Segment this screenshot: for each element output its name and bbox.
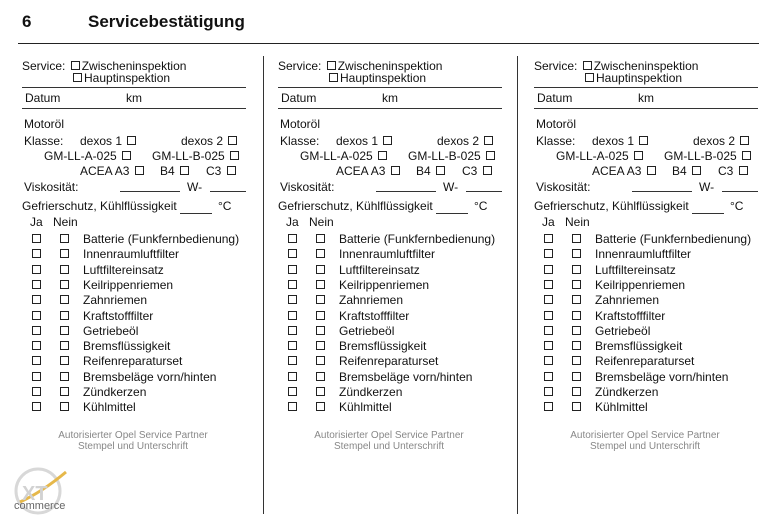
checkbox-gm-ll-b-025[interactable] (230, 151, 239, 160)
column-divider (517, 56, 518, 514)
checkbox-nein[interactable] (60, 341, 69, 350)
oil-class-gm-ll-b-025: GM-LL-B-025 (152, 149, 225, 163)
checkbox-nein[interactable] (316, 387, 325, 396)
ja-label: Ja (30, 215, 43, 229)
checkbox-b4[interactable] (692, 166, 701, 175)
field-rule (534, 108, 758, 109)
checkbox-zwischeninspektion[interactable] (327, 61, 336, 70)
field-rule (278, 108, 502, 109)
option-hauptinspektion: Hauptinspektion (596, 71, 683, 85)
checkbox-b4[interactable] (436, 166, 445, 175)
service-label: Service: (278, 59, 322, 73)
item-label: Reifenreparaturset (595, 354, 695, 369)
item-label: Batterie (Funkfernbedienung) (339, 232, 496, 246)
checkbox-nein[interactable] (316, 402, 325, 411)
item-label: Bremsbeläge vorn/hinten (595, 369, 729, 384)
checkbox-ja[interactable] (288, 372, 297, 381)
item-label: Kühlmittel (595, 400, 648, 415)
frost-field[interactable] (436, 202, 468, 214)
checkbox-nein[interactable] (60, 387, 69, 396)
item-label: Bremsbeläge vorn/hinten (83, 369, 217, 384)
service-label: Service: (534, 59, 578, 73)
klasse-label: Klasse: (536, 134, 576, 148)
checkbox-ja[interactable] (32, 280, 41, 289)
checkbox-gm-ll-a-025[interactable] (122, 151, 131, 160)
checkbox-ja[interactable] (288, 356, 297, 365)
column-divider (263, 56, 264, 514)
checkbox-nein[interactable] (572, 265, 581, 274)
oil-class-dexos2: dexos 2 (181, 134, 224, 148)
motoroel-label: Motoröl (24, 117, 65, 131)
checkbox-nein[interactable] (572, 311, 581, 320)
checkbox-hauptinspektion[interactable] (73, 73, 82, 82)
km-label: km (638, 91, 654, 105)
item-label: Bremsbeläge vorn/hinten (339, 369, 473, 384)
checkbox-ja[interactable] (544, 280, 553, 289)
item-label: Reifenreparaturset (83, 354, 183, 369)
checkbox-ja[interactable] (288, 311, 297, 320)
stamp-area (532, 430, 758, 452)
km-label: km (382, 91, 398, 105)
klasse-label: Klasse: (24, 134, 64, 148)
checkbox-ja[interactable] (544, 295, 553, 304)
checkbox-ja[interactable] (32, 295, 41, 304)
nein-label: Nein (565, 215, 590, 229)
oil-class-gm-ll-b-025: GM-LL-B-025 (664, 149, 737, 163)
service-form-column-1 (22, 56, 248, 456)
checkbox-ja[interactable] (544, 265, 553, 274)
frost-label: Gefrierschutz, Kühlflüssigkeit (22, 199, 177, 213)
item-label: Bremsflüssigkeit (83, 339, 171, 354)
ja-label: Ja (542, 215, 555, 229)
checkbox-gm-ll-a-025[interactable] (378, 151, 387, 160)
oil-class-acea-a3: ACEA A3 (592, 164, 642, 178)
checkbox-nein[interactable] (572, 234, 581, 243)
watermark-text: commerce (14, 500, 66, 512)
item-label: Kühlmittel (83, 400, 136, 415)
item-label: Kühlmittel (339, 400, 392, 415)
item-label: Innenraumluftfilter (595, 247, 692, 262)
field-rule (534, 87, 758, 88)
item-label: Kraftstofffilter (595, 308, 666, 323)
motoroel-label: Motoröl (536, 117, 577, 131)
checkbox-ja[interactable] (32, 265, 41, 274)
viskositaet-field[interactable] (120, 180, 180, 192)
svg-text:XT: XT (22, 483, 48, 505)
checkbox-dexos1[interactable] (639, 136, 648, 145)
checkbox-dexos2[interactable] (484, 136, 493, 145)
stamp-line-2: Stempel und Unterschrift (77, 441, 189, 452)
checkbox-dexos2[interactable] (740, 136, 749, 145)
checkbox-nein[interactable] (572, 280, 581, 289)
field-rule (22, 108, 246, 109)
oil-class-acea-a3: ACEA A3 (80, 164, 130, 178)
checkbox-nein[interactable] (316, 234, 325, 243)
checkbox-ja[interactable] (32, 249, 41, 258)
frost-label: Gefrierschutz, Kühlflüssigkeit (534, 199, 689, 213)
checkbox-ja[interactable] (32, 234, 41, 243)
checkbox-nein[interactable] (60, 311, 69, 320)
oil-class-dexos1: dexos 1 (592, 134, 635, 148)
item-label: Bremsflüssigkeit (595, 339, 683, 354)
field-rule (278, 87, 502, 88)
stamp-line-1: Autorisierter Opel Service Partner (314, 430, 464, 441)
checkbox-dexos1[interactable] (383, 136, 392, 145)
checkbox-ja[interactable] (288, 280, 297, 289)
checkbox-nein[interactable] (60, 234, 69, 243)
checkbox-nein[interactable] (316, 295, 325, 304)
frost-field[interactable] (692, 202, 724, 214)
stamp-line-2: Stempel und Unterschrift (589, 441, 701, 452)
checkbox-gm-ll-b-025[interactable] (486, 151, 495, 160)
item-label: Zahnriemen (83, 293, 148, 308)
stamp-area (20, 430, 246, 452)
checkbox-nein[interactable] (572, 387, 581, 396)
page-title: Servicebestätigung (88, 12, 245, 31)
checkbox-ja[interactable] (32, 341, 41, 350)
item-label: Reifenreparaturset (339, 354, 439, 369)
oil-class-c3: C3 (462, 164, 478, 178)
item-label: Kraftstofffilter (339, 308, 410, 323)
checkbox-nein[interactable] (316, 341, 325, 350)
item-label: Zündkerzen (595, 385, 659, 399)
checkbox-nein[interactable] (572, 341, 581, 350)
checkbox-ja[interactable] (288, 265, 297, 274)
checkbox-ja[interactable] (32, 402, 41, 411)
oil-class-b4: B4 (160, 164, 175, 178)
checkbox-zwischeninspektion[interactable] (583, 61, 592, 70)
checkbox-nein[interactable] (572, 295, 581, 304)
oil-class-b4: B4 (416, 164, 431, 178)
option-hauptinspektion: Hauptinspektion (84, 71, 171, 85)
checkbox-nein[interactable] (60, 402, 69, 411)
checkbox-nein[interactable] (316, 326, 325, 335)
frost-label: Gefrierschutz, Kühlflüssigkeit (278, 199, 433, 213)
checkbox-ja[interactable] (32, 372, 41, 381)
checkbox-c3[interactable] (483, 166, 492, 175)
oil-class-c3: C3 (718, 164, 734, 178)
checkbox-ja[interactable] (32, 326, 41, 335)
checkbox-nein[interactable] (60, 295, 69, 304)
nein-label: Nein (53, 215, 78, 229)
checkbox-nein[interactable] (572, 372, 581, 381)
oil-class-acea-a3: ACEA A3 (336, 164, 386, 178)
klasse-label: Klasse: (280, 134, 320, 148)
item-label: Luftfiltereinsatz (83, 262, 164, 277)
celsius-label: °C (474, 199, 488, 213)
w-label: W- (699, 180, 715, 194)
oil-class-dexos2: dexos 2 (437, 134, 480, 148)
nein-label: Nein (309, 215, 334, 229)
item-label: Innenraumluftfilter (339, 247, 436, 262)
checkbox-hauptinspektion[interactable] (329, 73, 338, 82)
checkbox-zwischeninspektion[interactable] (71, 61, 80, 70)
item-label: Batterie (Funkfernbedienung) (595, 232, 752, 246)
checkbox-ja[interactable] (544, 326, 553, 335)
oil-class-gm-ll-a-025: GM-LL-A-025 (556, 149, 629, 163)
oil-class-dexos1: dexos 1 (80, 134, 123, 148)
w-label: W- (187, 180, 203, 194)
checkbox-ja[interactable] (544, 234, 553, 243)
checkbox-nein[interactable] (316, 280, 325, 289)
item-label: Innenraumluftfilter (83, 247, 180, 262)
oil-class-gm-ll-a-025: GM-LL-A-025 (300, 149, 373, 163)
viskositaet-field[interactable] (632, 180, 692, 192)
service-label: Service: (22, 59, 66, 73)
checkbox-dexos2[interactable] (228, 136, 237, 145)
km-label: km (126, 91, 142, 105)
viskositaet-label: Viskosität: (536, 180, 591, 194)
checkbox-ja[interactable] (32, 311, 41, 320)
checkbox-nein[interactable] (572, 402, 581, 411)
oil-class-dexos1: dexos 1 (336, 134, 379, 148)
checkbox-nein[interactable] (60, 356, 69, 365)
checkbox-nein[interactable] (316, 265, 325, 274)
item-label: Zahnriemen (339, 293, 404, 308)
viskositaet-field[interactable] (376, 180, 436, 192)
celsius-label: °C (218, 199, 232, 213)
checkbox-hauptinspektion[interactable] (585, 73, 594, 82)
item-label: Keilrippenriemen (339, 277, 430, 292)
option-zwischeninspektion: Zwischeninspektion (593, 59, 699, 73)
checkbox-ja[interactable] (288, 402, 297, 411)
item-label: Zahnriemen (595, 293, 660, 308)
item-label: Keilrippenriemen (83, 277, 174, 292)
checkbox-ja[interactable] (544, 402, 553, 411)
item-label: Keilrippenriemen (595, 277, 686, 292)
oil-class-c3: C3 (206, 164, 222, 178)
oil-class-b4: B4 (672, 164, 687, 178)
viskositaet-w-field[interactable] (722, 180, 758, 192)
option-zwischeninspektion: Zwischeninspektion (81, 59, 187, 73)
ja-label: Ja (286, 215, 299, 229)
option-zwischeninspektion: Zwischeninspektion (337, 59, 443, 73)
checkbox-ja[interactable] (544, 341, 553, 350)
checkbox-ja[interactable] (544, 249, 553, 258)
checkbox-gm-ll-a-025[interactable] (634, 151, 643, 160)
item-label: Batterie (Funkfernbedienung) (83, 232, 240, 246)
checkbox-b4[interactable] (180, 166, 189, 175)
checkbox-nein[interactable] (60, 326, 69, 335)
checkbox-gm-ll-b-025[interactable] (742, 151, 751, 160)
item-label: Luftfiltereinsatz (339, 262, 420, 277)
checkbox-ja[interactable] (544, 311, 553, 320)
checkbox-nein[interactable] (60, 372, 69, 381)
checkbox-acea-a3[interactable] (135, 166, 144, 175)
checkbox-ja[interactable] (288, 234, 297, 243)
checkbox-nein[interactable] (316, 311, 325, 320)
checkbox-ja[interactable] (288, 295, 297, 304)
checkbox-nein[interactable] (572, 326, 581, 335)
stamp-area (276, 430, 502, 452)
option-hauptinspektion: Hauptinspektion (340, 71, 427, 85)
checkbox-dexos1[interactable] (127, 136, 136, 145)
viskositaet-w-field[interactable] (210, 180, 246, 192)
checkbox-nein[interactable] (572, 356, 581, 365)
item-label: Bremsflüssigkeit (339, 339, 427, 354)
viskositaet-label: Viskosität: (24, 180, 79, 194)
item-label: Getriebeöl (339, 323, 395, 338)
stamp-line-2: Stempel und Unterschrift (333, 441, 445, 452)
oil-class-gm-ll-b-025: GM-LL-B-025 (408, 149, 481, 163)
checkbox-c3[interactable] (739, 166, 748, 175)
checkbox-ja[interactable] (288, 249, 297, 258)
item-label: Getriebeöl (83, 323, 139, 338)
oil-class-gm-ll-a-025: GM-LL-A-025 (44, 149, 117, 163)
service-form-column-3 (534, 56, 760, 456)
item-label: Zündkerzen (339, 385, 403, 399)
checkbox-ja[interactable] (32, 356, 41, 365)
frost-field[interactable] (180, 202, 212, 214)
motoroel-label: Motoröl (280, 117, 321, 131)
checkbox-acea-a3[interactable] (391, 166, 400, 175)
checkbox-acea-a3[interactable] (647, 166, 656, 175)
oil-class-dexos2: dexos 2 (693, 134, 736, 148)
date-label: Datum (25, 91, 61, 105)
viskositaet-w-field[interactable] (466, 180, 502, 192)
item-label: Getriebeöl (595, 323, 651, 338)
service-form-column-2 (278, 56, 504, 456)
checkbox-ja[interactable] (288, 341, 297, 350)
checkbox-nein[interactable] (316, 356, 325, 365)
date-label: Datum (537, 91, 573, 105)
checkbox-nein[interactable] (60, 280, 69, 289)
item-label: Kraftstofffilter (83, 308, 154, 323)
checkbox-ja[interactable] (32, 387, 41, 396)
checkbox-nein[interactable] (60, 249, 69, 258)
checkbox-ja[interactable] (288, 326, 297, 335)
checkbox-ja[interactable] (544, 387, 553, 396)
viskositaet-label: Viskosität: (280, 180, 335, 194)
header-rule (18, 43, 759, 44)
checkbox-ja[interactable] (288, 387, 297, 396)
stamp-line-1: Autorisierter Opel Service Partner (570, 430, 720, 441)
page-header (0, 0, 784, 46)
checkbox-ja[interactable] (544, 372, 553, 381)
item-label: Luftfiltereinsatz (595, 262, 676, 277)
checkbox-ja[interactable] (544, 356, 553, 365)
checkbox-nein[interactable] (60, 265, 69, 274)
checkbox-c3[interactable] (227, 166, 236, 175)
checkbox-nein[interactable] (316, 372, 325, 381)
celsius-label: °C (730, 199, 744, 213)
item-label: Zündkerzen (83, 385, 147, 399)
field-rule (22, 87, 246, 88)
page-number: 6 (22, 12, 32, 31)
checkbox-nein[interactable] (316, 249, 325, 258)
date-label: Datum (281, 91, 317, 105)
w-label: W- (443, 180, 459, 194)
stamp-line-1: Autorisierter Opel Service Partner (58, 430, 208, 441)
checkbox-nein[interactable] (572, 249, 581, 258)
